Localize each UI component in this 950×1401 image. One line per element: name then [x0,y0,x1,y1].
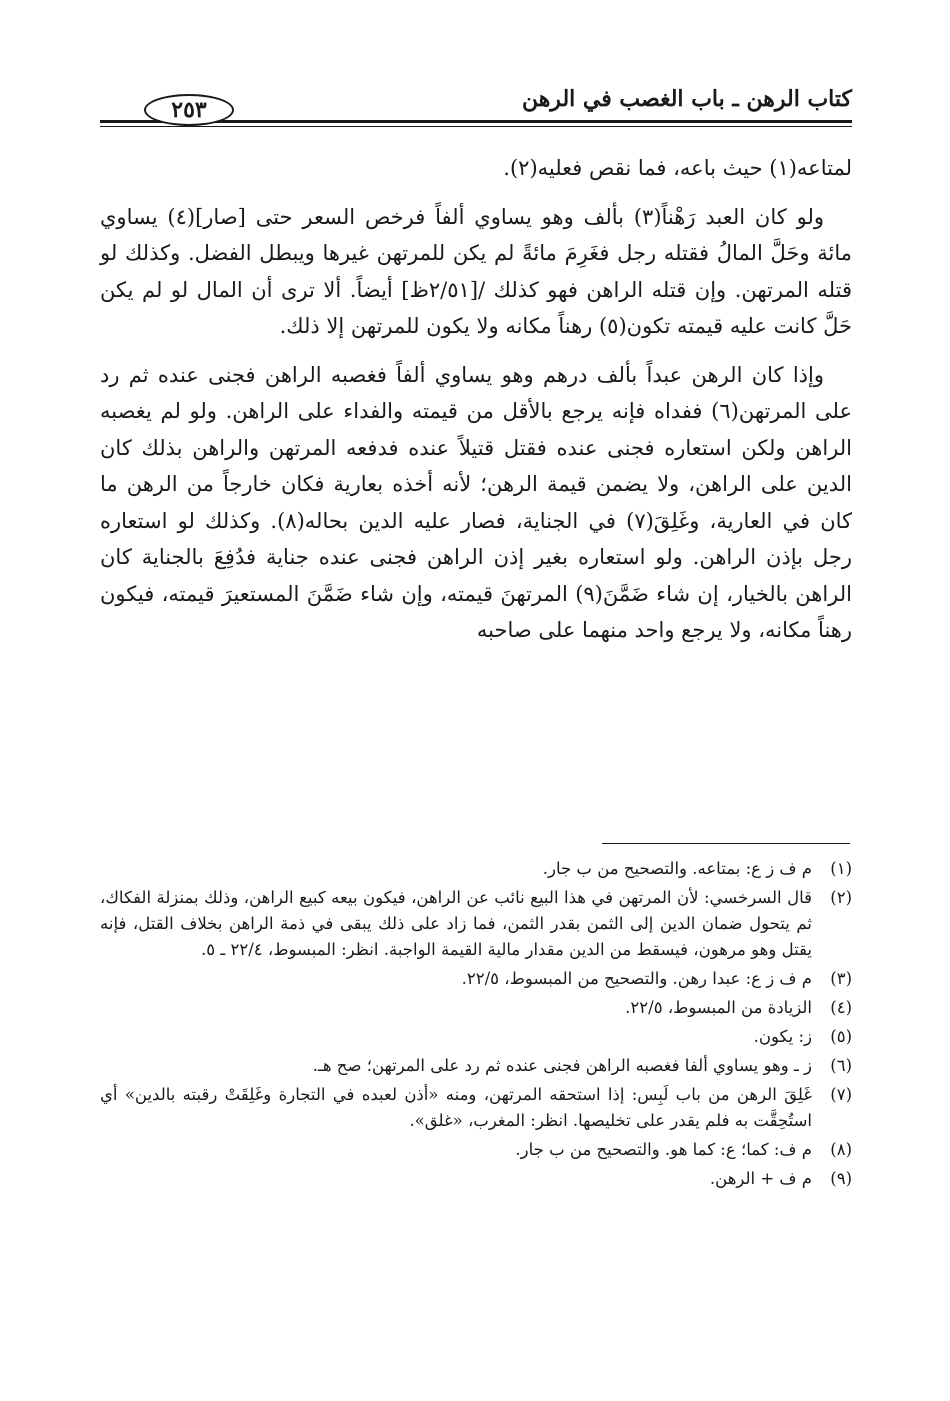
footnote-text: ز ـ وهو يساوي ألفا فغصبه الراهن فجنى عنده ثم رد على المرتهن؛ صح هـ. [312,1056,812,1075]
footnote-number: (١) [830,859,852,878]
footnote [100,856,852,882]
footnote-text: ز: يكون. [753,1027,812,1046]
footnote [100,995,852,1021]
running-header [100,86,852,132]
footnote-text: م ف: كما؛ ع: كما هو. والتصحيح من ب جار. [515,1140,812,1159]
footnote [100,1166,852,1192]
footnote-text: م ف ز ع: عبدا رهن. والتصحيح من المبسوط، ٢٢/٥. [461,969,812,988]
header-rule-thin [100,126,852,127]
footnote-number: (٣) [830,969,852,988]
paragraph: ولو كان العبد رَهْناً(٣) بألف وهو يساوي ألفاً فرخص السعر حتى [صار](٤) يساوي مائة وحَلَّ المالُ فقتله رجل فغَرِمَ مائةً لم يكن للمرتهن غيرها ويبطل الفضل. وكذلك لو قتله المرتهن. وإن قتله الراهن فهو كذلك /[٢/٥١ظ] أيضاً. ألا ترى أن المال لو لم يكن حَلَّ كانت عليه قيمته تكون(٥) رهناً مكانه ولا يكون للمرتهن إلا ذلك. [100,204,852,338]
footnote-text: الزيادة من المبسوط، ٢٢/٥. [625,998,812,1017]
page-number: ٢٥٣ [144,94,234,126]
footnote-text: غَلِقَ الرهن من باب لَبِس: إذا استحقه المرتهن، ومنه «أذن لعبده في التجارة وغَلِقَتْ رقبته بالدين» أي استُحِقَّت به فلم يقدر على تخليصها. انظر: المغرب، «غلق». [100,1085,812,1130]
footnote-text: م ف + الرهن. [709,1169,812,1188]
footnote-text: م ف ز ع: بمتاعه. والتصحيح من ب جار. [542,859,812,878]
footnote-number: (٨) [830,1140,852,1159]
main-text [100,150,852,661]
footnote [100,1024,852,1050]
footnote-number: (٢) [830,888,852,907]
footnote-text: قال السرخسي: لأن المرتهن في هذا البيع نائب عن الراهن، فيكون بيعه كبيع الراهن، وذلك بمنزلة الفكاك، ثم يتحول ضمان الدين إلى الثمن بقدر الثمن، فما زاد على ذلك يبقى في ذمة الراهن بخلاف القتل، فإنه يقتل وهو مرهون، فيسقط من الدين مقدار مالية القيمة الواجبة. انظر: المبسوط، ٢٢/٤ ـ ٥. [100,888,812,959]
paragraph: وإذا كان الرهن عبداً بألف درهم وهو يساوي ألفاً فغصبه الراهن فجنى عنده ثم رد على المرتهن(٦) ففداه فإنه يرجع بالأقل من قيمته والفداء على الراهن. ولو لم يغصبه الراهن ولكن استعاره فجنى عنده فقتل قتيلاً عنده فدفعه المرتهن والراهن بذلك كان الدين على الراهن، ولا يضمن قيمة الرهن؛ لأنه أخذه بعارية فكان خارجاً من الرهن ما كان في العارية، وغَلِقَ(٧) في الجناية، فصار عليه الدين بحاله(٨). وكذلك لو استعاره رجل بإذن الراهن. ولو استعاره بغير إذن الراهن فجنى عنده جناية فدُفِعَ بالجناية كان الراهن بالخيار، إن شاء ضَمَّنَ(٩) المرتهنَ قيمته، وإن شاء ضَمَّنَ المستعيرَ قيمته، فيكون رهناً مكانه، ولا يرجع واحد منهما على صاحبه [100,362,853,642]
footnote [100,1082,852,1134]
footnote [100,966,852,992]
footnote [100,1053,852,1079]
footnote [100,1137,852,1163]
paragraph: لمتاعه(١) حيث باعه، فما نقص فعليه(٢). [503,156,852,180]
footnotes [100,856,852,1195]
footnote-number: (٤) [830,998,852,1017]
chapter-title: كتاب الرهن ـ باب الغصب في الرهن [521,86,852,112]
footnote-number: (٦) [830,1056,852,1075]
footnote-number: (٩) [830,1169,852,1188]
footnote-separator [602,843,850,844]
footnote [100,885,852,963]
footnote-number: (٧) [830,1085,852,1104]
footnote-number: (٥) [830,1027,852,1046]
